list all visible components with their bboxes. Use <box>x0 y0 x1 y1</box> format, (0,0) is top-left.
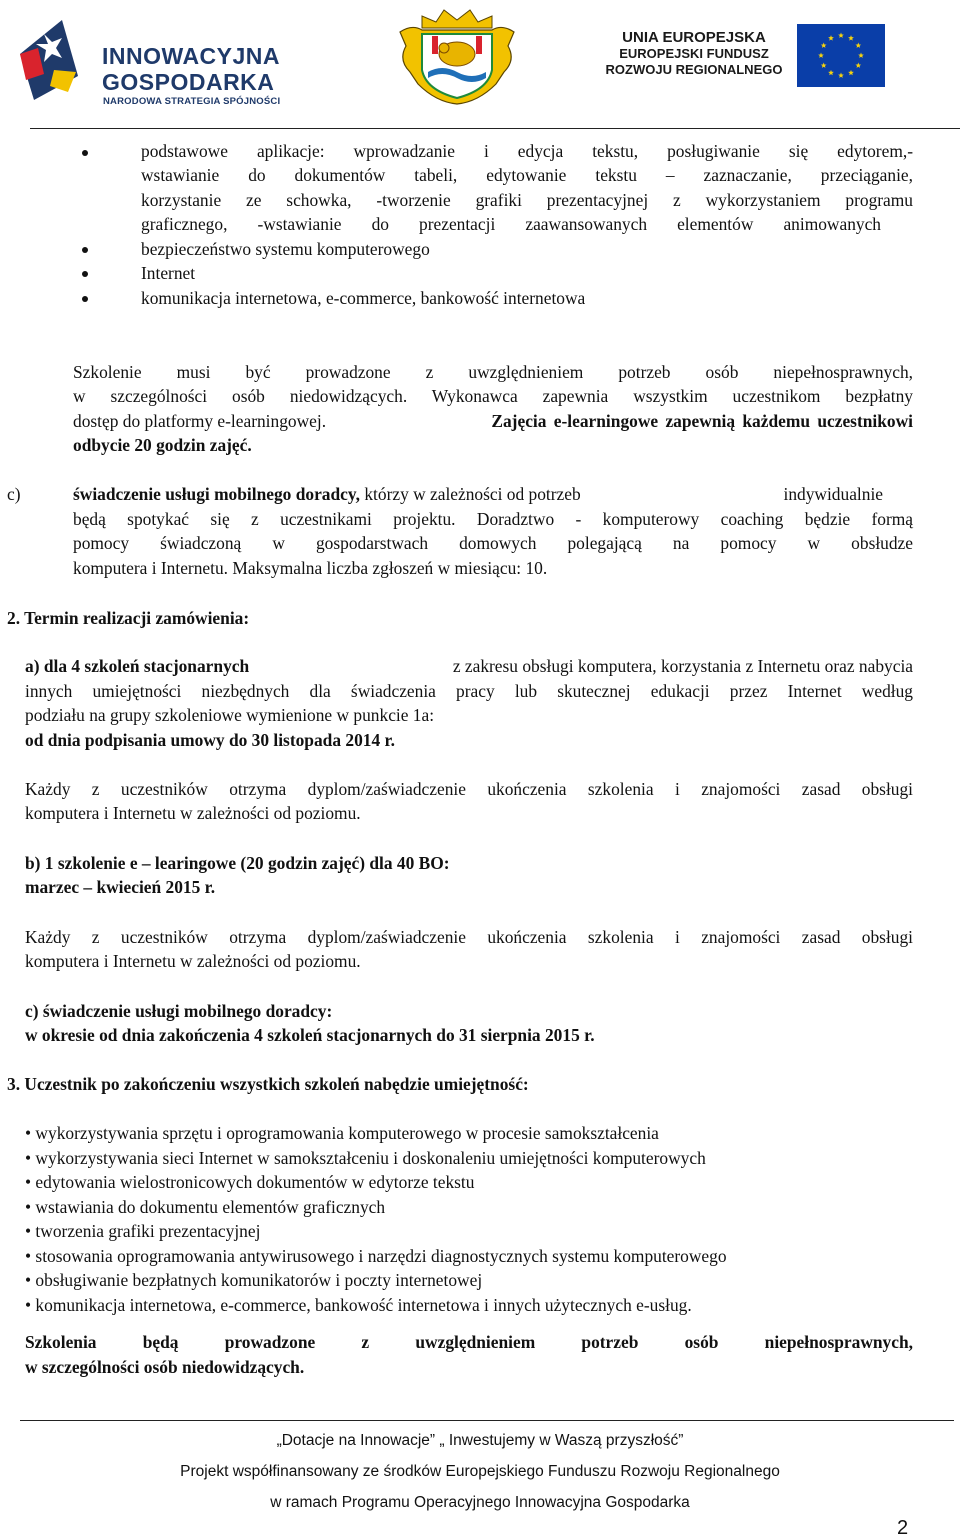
paragraph-line: w szczególności osób niedowidzących. Wykonawca zapewnia wszystkim uczestnikom bezpłatny <box>73 386 913 406</box>
section-heading: 2. Termin realizacji zamówienia: <box>7 608 250 628</box>
eu-line-2: EUROPEJSKI FUNDUSZ <box>619 46 769 61</box>
regional-crest-icon <box>392 6 522 106</box>
section2-c-line: c) świadczenie usługi mobilnego doradcy: <box>25 1001 333 1021</box>
item-c-line: komputera i Internetu. Maksymalna liczba zgłoszeń w miesiącu: 10. <box>73 558 548 578</box>
bullet-icon <box>82 247 88 253</box>
footer-cofinance: Projekt współfinansowany ze środków Europejskiego Funduszu Rozwoju Regionalnego <box>180 1463 780 1480</box>
skill-list-item: • wstawiania do dokumentu elementów graficznych <box>25 1197 386 1217</box>
section2-a-line: podziału na grupy szkoleniowe wymienione w punkcie 1a: <box>25 705 435 725</box>
paragraph-bold-text: Zajęcia e-learningowe zapewnią każdemu uczestnikowi <box>491 411 913 431</box>
bullet-item-continuation: wstawianie do dokumentów tabeli, edytowanie tekstu – zaznaczanie, przeciąganie, <box>141 165 913 185</box>
page-header <box>0 0 960 112</box>
section2-a-bold: a) dla 4 szkoleń stacjonarnych <box>25 656 250 676</box>
footer-slogan: „Dotacje na Innowacje” „ Inwestujemy w Waszą przyszłość” <box>276 1432 684 1449</box>
section2-b-line: b) 1 szkolenie e – learingowe (20 godzin zajęć) dla 40 BO: <box>25 853 450 873</box>
certificate-note-line: Każdy z uczestników otrzyma dyplom/zaświadczenie ukończenia szkolenia i znajomości zasad obsługi <box>25 927 913 947</box>
footer-program: w ramach Programu Operacyjnego Innowacyjna Gospodarka <box>270 1494 690 1511</box>
closing-line: w szczególności osób niedowidzących. <box>25 1357 305 1377</box>
item-c-text: którzy w zależności od potrzeb <box>364 484 581 504</box>
section2-b-date: marzec – kwiecień 2015 r. <box>25 877 216 897</box>
bullet-item-continuation: korzystanie ze schowka, -tworzenie grafiki prezentacyjnej z wykorzystaniem programu <box>141 190 913 210</box>
logo-line-1: INNOWACYJNA <box>102 43 281 69</box>
section2-a-line <box>25 655 913 677</box>
section2-c-date: w okresie od dnia zakończenia 4 szkoleń stacjonarnych do 31 sierpnia 2015 r. <box>25 1025 595 1045</box>
item-label: c) <box>7 484 21 504</box>
skill-list-item: • edytowania wielostronicowych dokumentów w edytorze tekstu <box>25 1172 475 1192</box>
skill-list-item: • komunikacja internetowa, e-commerce, bankowość internetowa i innych użytecznych e-usług. <box>25 1295 692 1315</box>
item-c-text: indywidualnie <box>783 484 883 504</box>
skill-list-item: • stosowania oprogramowania antywirusowego i narzędzi diagnostycznych systemu komputerowego <box>25 1246 727 1266</box>
section-heading: 3. Uczestnik po zakończeniu wszystkich szkoleń nabędzie umiejętność: <box>7 1074 529 1094</box>
bullet-icon <box>82 296 88 302</box>
logo-line-3: NARODOWA STRATEGIA SPÓJNOŚCI <box>103 96 281 107</box>
header-divider <box>30 128 960 129</box>
closing-line: Szkolenia będą prowadzone z uwzględnieniem potrzeb osób niepełnosprawnych, <box>25 1332 913 1352</box>
skill-list-item: • wykorzystywania sprzętu i oprogramowania komputerowego w procesie samokształcenia <box>25 1123 659 1143</box>
paragraph-bold-line: odbycie 20 godzin zajęć. <box>73 435 252 455</box>
certificate-note-line: Każdy z uczestników otrzyma dyplom/zaświadczenie ukończenia szkolenia i znajomości zasad obsługi <box>25 779 913 799</box>
certificate-note-line: komputera i Internetu w zależności od poziomu. <box>25 951 361 971</box>
item-c-bold: świadczenie usługi mobilnego doradcy, <box>73 484 360 504</box>
certificate-note-line: komputera i Internetu w zależności od poziomu. <box>25 803 361 823</box>
footer-divider <box>20 1420 954 1421</box>
paragraph-line <box>73 410 913 432</box>
item-c-line <box>73 483 883 505</box>
skill-list-item: • wykorzystywania sieci Internet w samokształceniu i doskonaleniu umiejętności komputerowych <box>25 1148 706 1168</box>
bullet-item: Internet <box>141 263 196 283</box>
section2-a-text: z zakresu obsługi komputera, korzystania z Internetu oraz nabycia <box>452 656 913 676</box>
eu-text-block <box>604 30 784 78</box>
bullet-icon <box>82 271 88 277</box>
paragraph-text: dostęp do platformy e-learningowej. <box>73 411 327 431</box>
bullet-item: podstawowe aplikacje: wprowadzanie i edycja tekstu, posługiwanie się edytorem,- <box>141 141 913 161</box>
skill-list-item: • tworzenia grafiki prezentacyjnej <box>25 1221 261 1241</box>
item-c-line: pomocy świadczoną w gospodarstwach domowych polegającą na pomocy w obsłudze <box>73 533 913 553</box>
bullet-icon <box>82 150 88 156</box>
bullet-item: bezpieczeństwo systemu komputerowego <box>141 239 430 259</box>
bullet-item: komunikacja internetowa, e-commerce, bankowość internetowa <box>141 288 586 308</box>
ig-flag-icon <box>14 14 82 104</box>
eu-line-3: ROZWOJU REGIONALNEGO <box>605 62 783 77</box>
paragraph-line: Szkolenie musi być prowadzone z uwzględnieniem potrzeb osób niepełnosprawnych, <box>73 362 913 382</box>
innowacyjna-gospodarka-logo <box>14 10 314 106</box>
section2-a-date: od dnia podpisania umowy do 30 listopada 2014 r. <box>25 730 395 750</box>
page-number: 2 <box>897 1517 909 1539</box>
section2-a-line: innych umiejętności niezbędnych dla świadczenia pracy lub skutecznej edukacji przez Internet według <box>25 681 913 701</box>
eu-flag-icon <box>797 24 885 87</box>
bullet-item-continuation: graficznego, -wstawianie do prezentacji zaawansowanych elementów animowanych <box>141 214 881 234</box>
skill-list-item: • obsługiwanie bezpłatnych komunikatorów i poczty internetowej <box>25 1270 483 1290</box>
item-c-line: będą spotykać się z uczestnikami projektu. Doradztwo - komputerowy coaching będzie formą <box>73 509 913 529</box>
logo-line-2: GOSPODARKA <box>102 69 275 95</box>
eu-line-1: UNIA EUROPEJSKA <box>622 29 766 46</box>
